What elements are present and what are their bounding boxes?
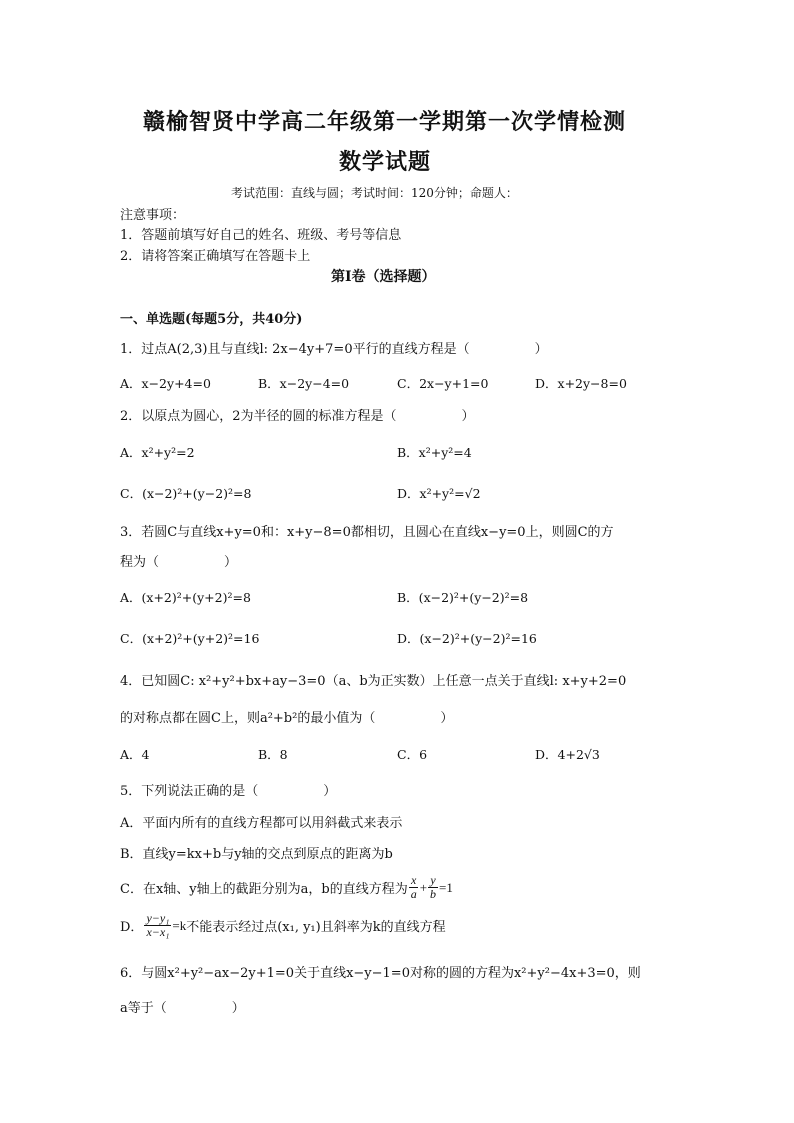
fraction-numerator: y−y₁ xyxy=(146,911,170,925)
note-item: 2．请将答案正确填写在答题卡上 xyxy=(120,249,311,264)
option-d: D．x+2y−8=0 xyxy=(535,376,627,391)
fraction-denominator: b xyxy=(430,887,437,901)
fraction xyxy=(409,874,419,901)
exam-info: 考试范围：直线与圆；考试时间：120分钟；命题人： xyxy=(231,186,518,200)
section-heading: 一、单选题(每题5分，共40分) xyxy=(120,312,303,327)
option-a: A．(x+2)²+(y+2)²=8 xyxy=(120,590,251,605)
plus-sign: + xyxy=(419,879,428,895)
option-b: B．x−2y−4=0 xyxy=(258,376,350,391)
question-6-cont: a等于（ ） xyxy=(120,1001,245,1016)
option-d xyxy=(120,912,446,939)
question-6: 6．与圆x²+y²−ax−2y+1=0关于直线x−y−1=0对称的圆的方程为x²+y²−4x+3=0，则 xyxy=(120,966,641,981)
option-a: A．4 xyxy=(120,747,150,762)
option-a: A．平面内所有的直线方程都可以用斜截式来表示 xyxy=(120,816,403,831)
option-c: C．6 xyxy=(397,747,428,762)
question-3-cont: 程为（ ） xyxy=(120,555,238,570)
option-d-label: D． xyxy=(120,920,144,935)
option-d-text: 不能表示经过点(x₁, y₁)且斜率为k的直线方程 xyxy=(186,920,446,935)
equation-rhs: =k xyxy=(172,917,187,933)
question-4: 4．已知圆C: x²+y²+bx+ay−3=0（a、b为正实数）上任意一点关于直线l: x+y+2=0 xyxy=(120,674,627,689)
option-c-text: C．在x轴、y轴上的截距分别为a，b的直线方程为 xyxy=(120,882,408,897)
option-b: B．直线y=kx+b与y轴的交点到原点的距离为b xyxy=(120,847,393,862)
question-2: 2．以原点为圆心，2为半径的圆的标准方程是（ ） xyxy=(120,409,475,424)
fraction xyxy=(144,912,171,939)
note-item: 1．答题前填写好自己的姓名、班级、考号等信息 xyxy=(120,228,402,243)
option-c: C．(x+2)²+(y+2)²=16 xyxy=(120,631,260,646)
notes-heading: 注意事项： xyxy=(120,208,186,223)
option-c: C．(x−2)²+(y−2)²=8 xyxy=(120,486,252,501)
fraction-numerator: y xyxy=(430,873,436,887)
option-b: B．8 xyxy=(258,747,288,762)
option-b: B．x²+y²=4 xyxy=(397,445,472,460)
question-3: 3．若圆C与直线x+y=0和：x+y−8=0都相切，且圆心在直线x−y=0上，则圆C的方 xyxy=(120,525,614,540)
fraction xyxy=(428,874,438,901)
question-1: 1．过点A(2,3)且与直线l: 2x−4y+7=0平行的直线方程是（ ） xyxy=(120,342,548,357)
option-a: A．x−2y+4=0 xyxy=(120,376,211,391)
question-4-cont: 的对称点都在圆C上，则a²+b²的最小值为（ ） xyxy=(120,711,454,726)
equation-rhs: =1 xyxy=(439,879,453,895)
option-d: D．4+2√3 xyxy=(535,747,600,762)
fraction-denominator: x−x₁ xyxy=(146,925,170,939)
exam-title: 赣榆智贤中学高二年级第一学期第一次学情检测 xyxy=(143,110,627,135)
part-title: 第I卷（选择题） xyxy=(331,269,436,285)
fraction-numerator: x xyxy=(411,873,417,887)
option-c xyxy=(120,874,453,901)
question-5: 5．下列说法正确的是（ ） xyxy=(120,784,337,799)
option-a: A．x²+y²=2 xyxy=(120,445,195,460)
option-b: B．(x−2)²+(y−2)²=8 xyxy=(397,590,529,605)
fraction-denominator: a xyxy=(410,887,417,901)
option-c: C．2x−y+1=0 xyxy=(397,376,489,391)
option-d: D．x²+y²=√2 xyxy=(397,486,481,501)
option-d: D．(x−2)²+(y−2)²=16 xyxy=(397,631,537,646)
exam-subtitle: 数学试题 xyxy=(339,150,432,175)
